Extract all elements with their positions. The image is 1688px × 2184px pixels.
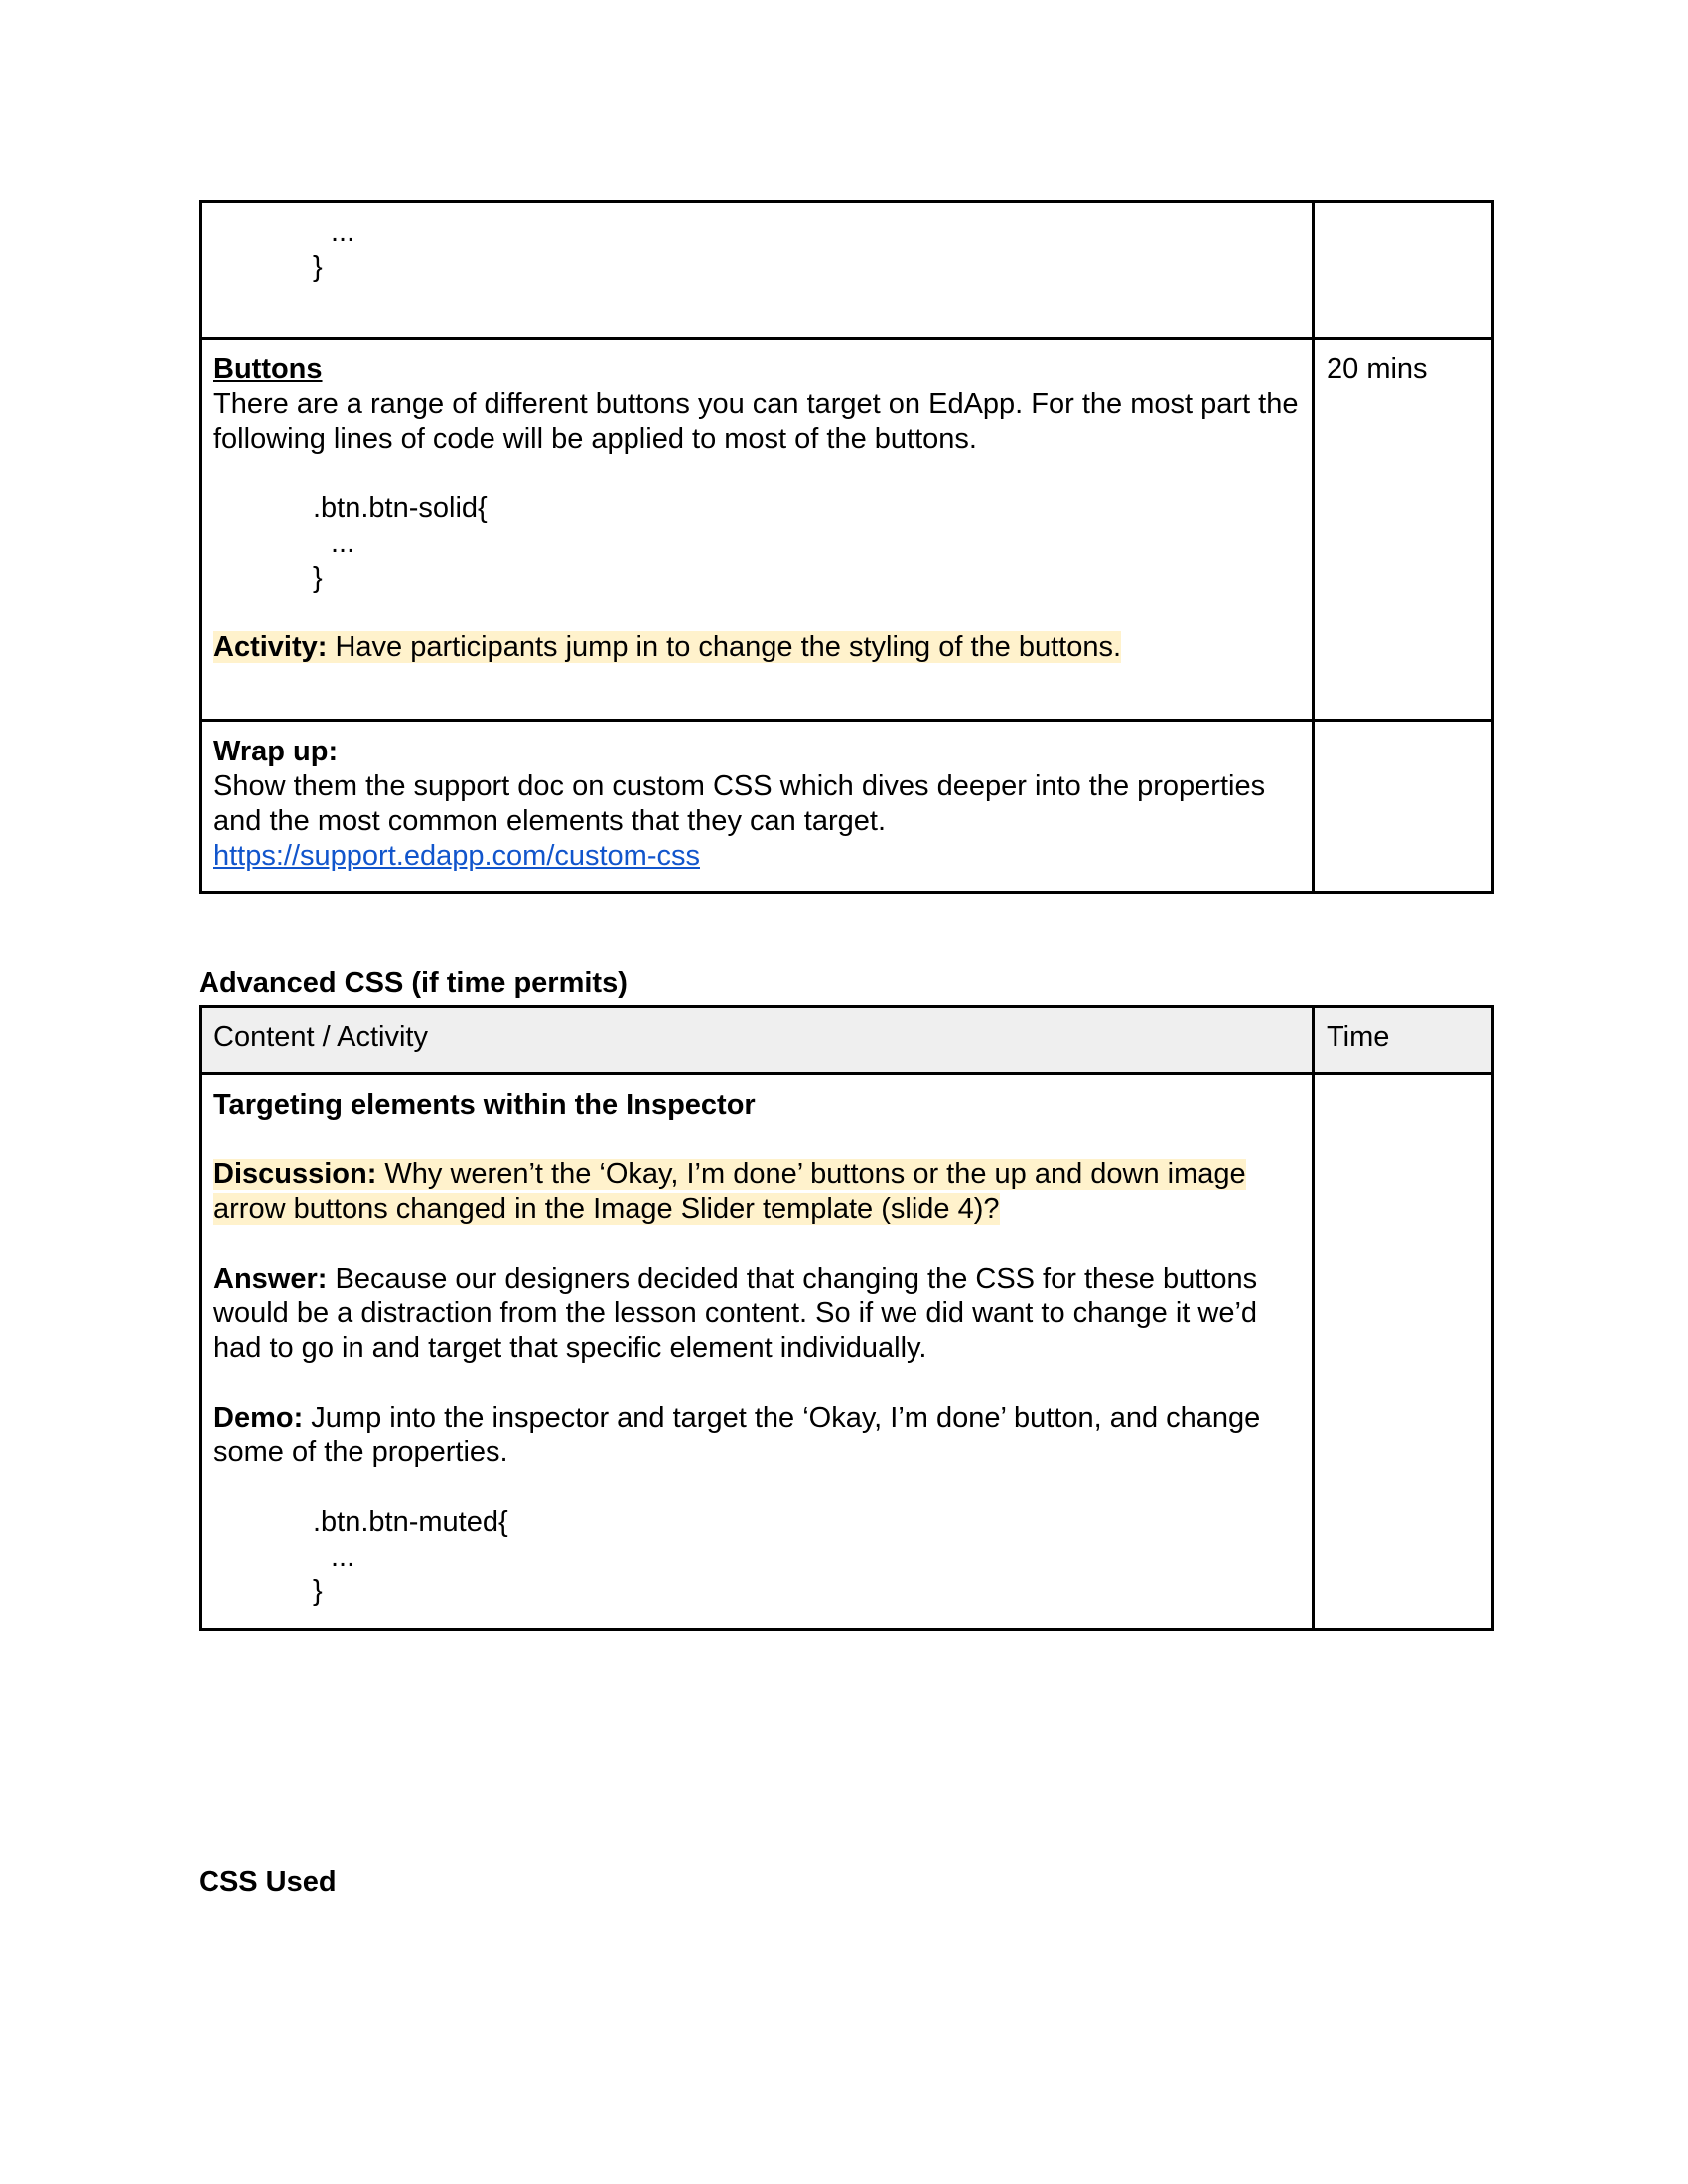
table-row xyxy=(201,339,1493,721)
code-block xyxy=(213,491,1300,596)
discussion-label: Discussion: xyxy=(213,1159,377,1190)
activity-label: Activity: xyxy=(213,631,328,663)
advanced-css-table xyxy=(199,1005,1494,1631)
code-block xyxy=(213,1505,1300,1609)
column-header-time: Time xyxy=(1314,1007,1493,1074)
code-line: .btn.btn-solid{ xyxy=(313,492,488,524)
lesson-plan-table xyxy=(199,200,1494,894)
content-cell xyxy=(201,721,1314,893)
code-line: ... xyxy=(331,1541,355,1572)
discussion-text: Why weren’t the ‘Okay, I’m done’ buttons or the up and down image arrow buttons changed in the Image Slider template (slide 4)? xyxy=(213,1159,1246,1225)
targeting-heading: Targeting elements within the Inspector xyxy=(213,1089,756,1121)
css-used-title: CSS Used xyxy=(199,1866,337,1898)
advanced-css-title: Advanced CSS (if time permits) xyxy=(199,967,628,999)
code-line: } xyxy=(313,251,323,283)
content-cell xyxy=(201,339,1314,721)
code-line: ... xyxy=(331,527,355,559)
wrap-up-heading: Wrap up: xyxy=(213,736,339,767)
wrap-up-text: Show them the support doc on custom CSS which dives deeper into the properties and the most common elements that they can target. xyxy=(213,770,1266,837)
code-block xyxy=(213,215,1300,285)
code-line: .btn.btn-muted{ xyxy=(313,1506,508,1538)
demo-label: Demo: xyxy=(213,1402,304,1433)
content-cell xyxy=(201,1074,1314,1630)
time-cell xyxy=(1314,202,1493,339)
answer-text: Because our designers decided that changing the CSS for these buttons would be a distraction from the lesson content. So if we did want to change it we’d had to go in and target that specific element individually. xyxy=(213,1263,1258,1364)
answer-paragraph xyxy=(213,1262,1300,1366)
time-cell xyxy=(1314,1074,1493,1630)
code-line: } xyxy=(313,562,323,594)
code-line: ... xyxy=(331,216,355,248)
column-header-content: Content / Activity xyxy=(201,1007,1314,1074)
section-heading-buttons: Buttons xyxy=(213,353,323,385)
table-row xyxy=(201,1074,1493,1630)
table-header-row xyxy=(201,1007,1493,1074)
time-cell xyxy=(1314,721,1493,893)
activity-paragraph xyxy=(213,630,1300,665)
demo-paragraph xyxy=(213,1401,1300,1470)
table-row xyxy=(201,202,1493,339)
discussion-paragraph xyxy=(213,1158,1300,1227)
demo-text: Jump into the inspector and target the ‘Okay, I’m done’ button, and change some of the properties. xyxy=(213,1402,1261,1468)
content-cell xyxy=(201,202,1314,339)
support-doc-link[interactable]: https://support.edapp.com/custom-css xyxy=(213,840,700,872)
answer-label: Answer: xyxy=(213,1263,328,1295)
buttons-intro-text: There are a range of different buttons you can target on EdApp. For the most part the following lines of code will be applied to most of the buttons. xyxy=(213,388,1299,455)
activity-text: Have participants jump in to change the styling of the buttons. xyxy=(327,631,1122,663)
table-row xyxy=(201,721,1493,893)
time-cell: 20 mins xyxy=(1314,339,1493,721)
code-line: } xyxy=(313,1575,323,1607)
